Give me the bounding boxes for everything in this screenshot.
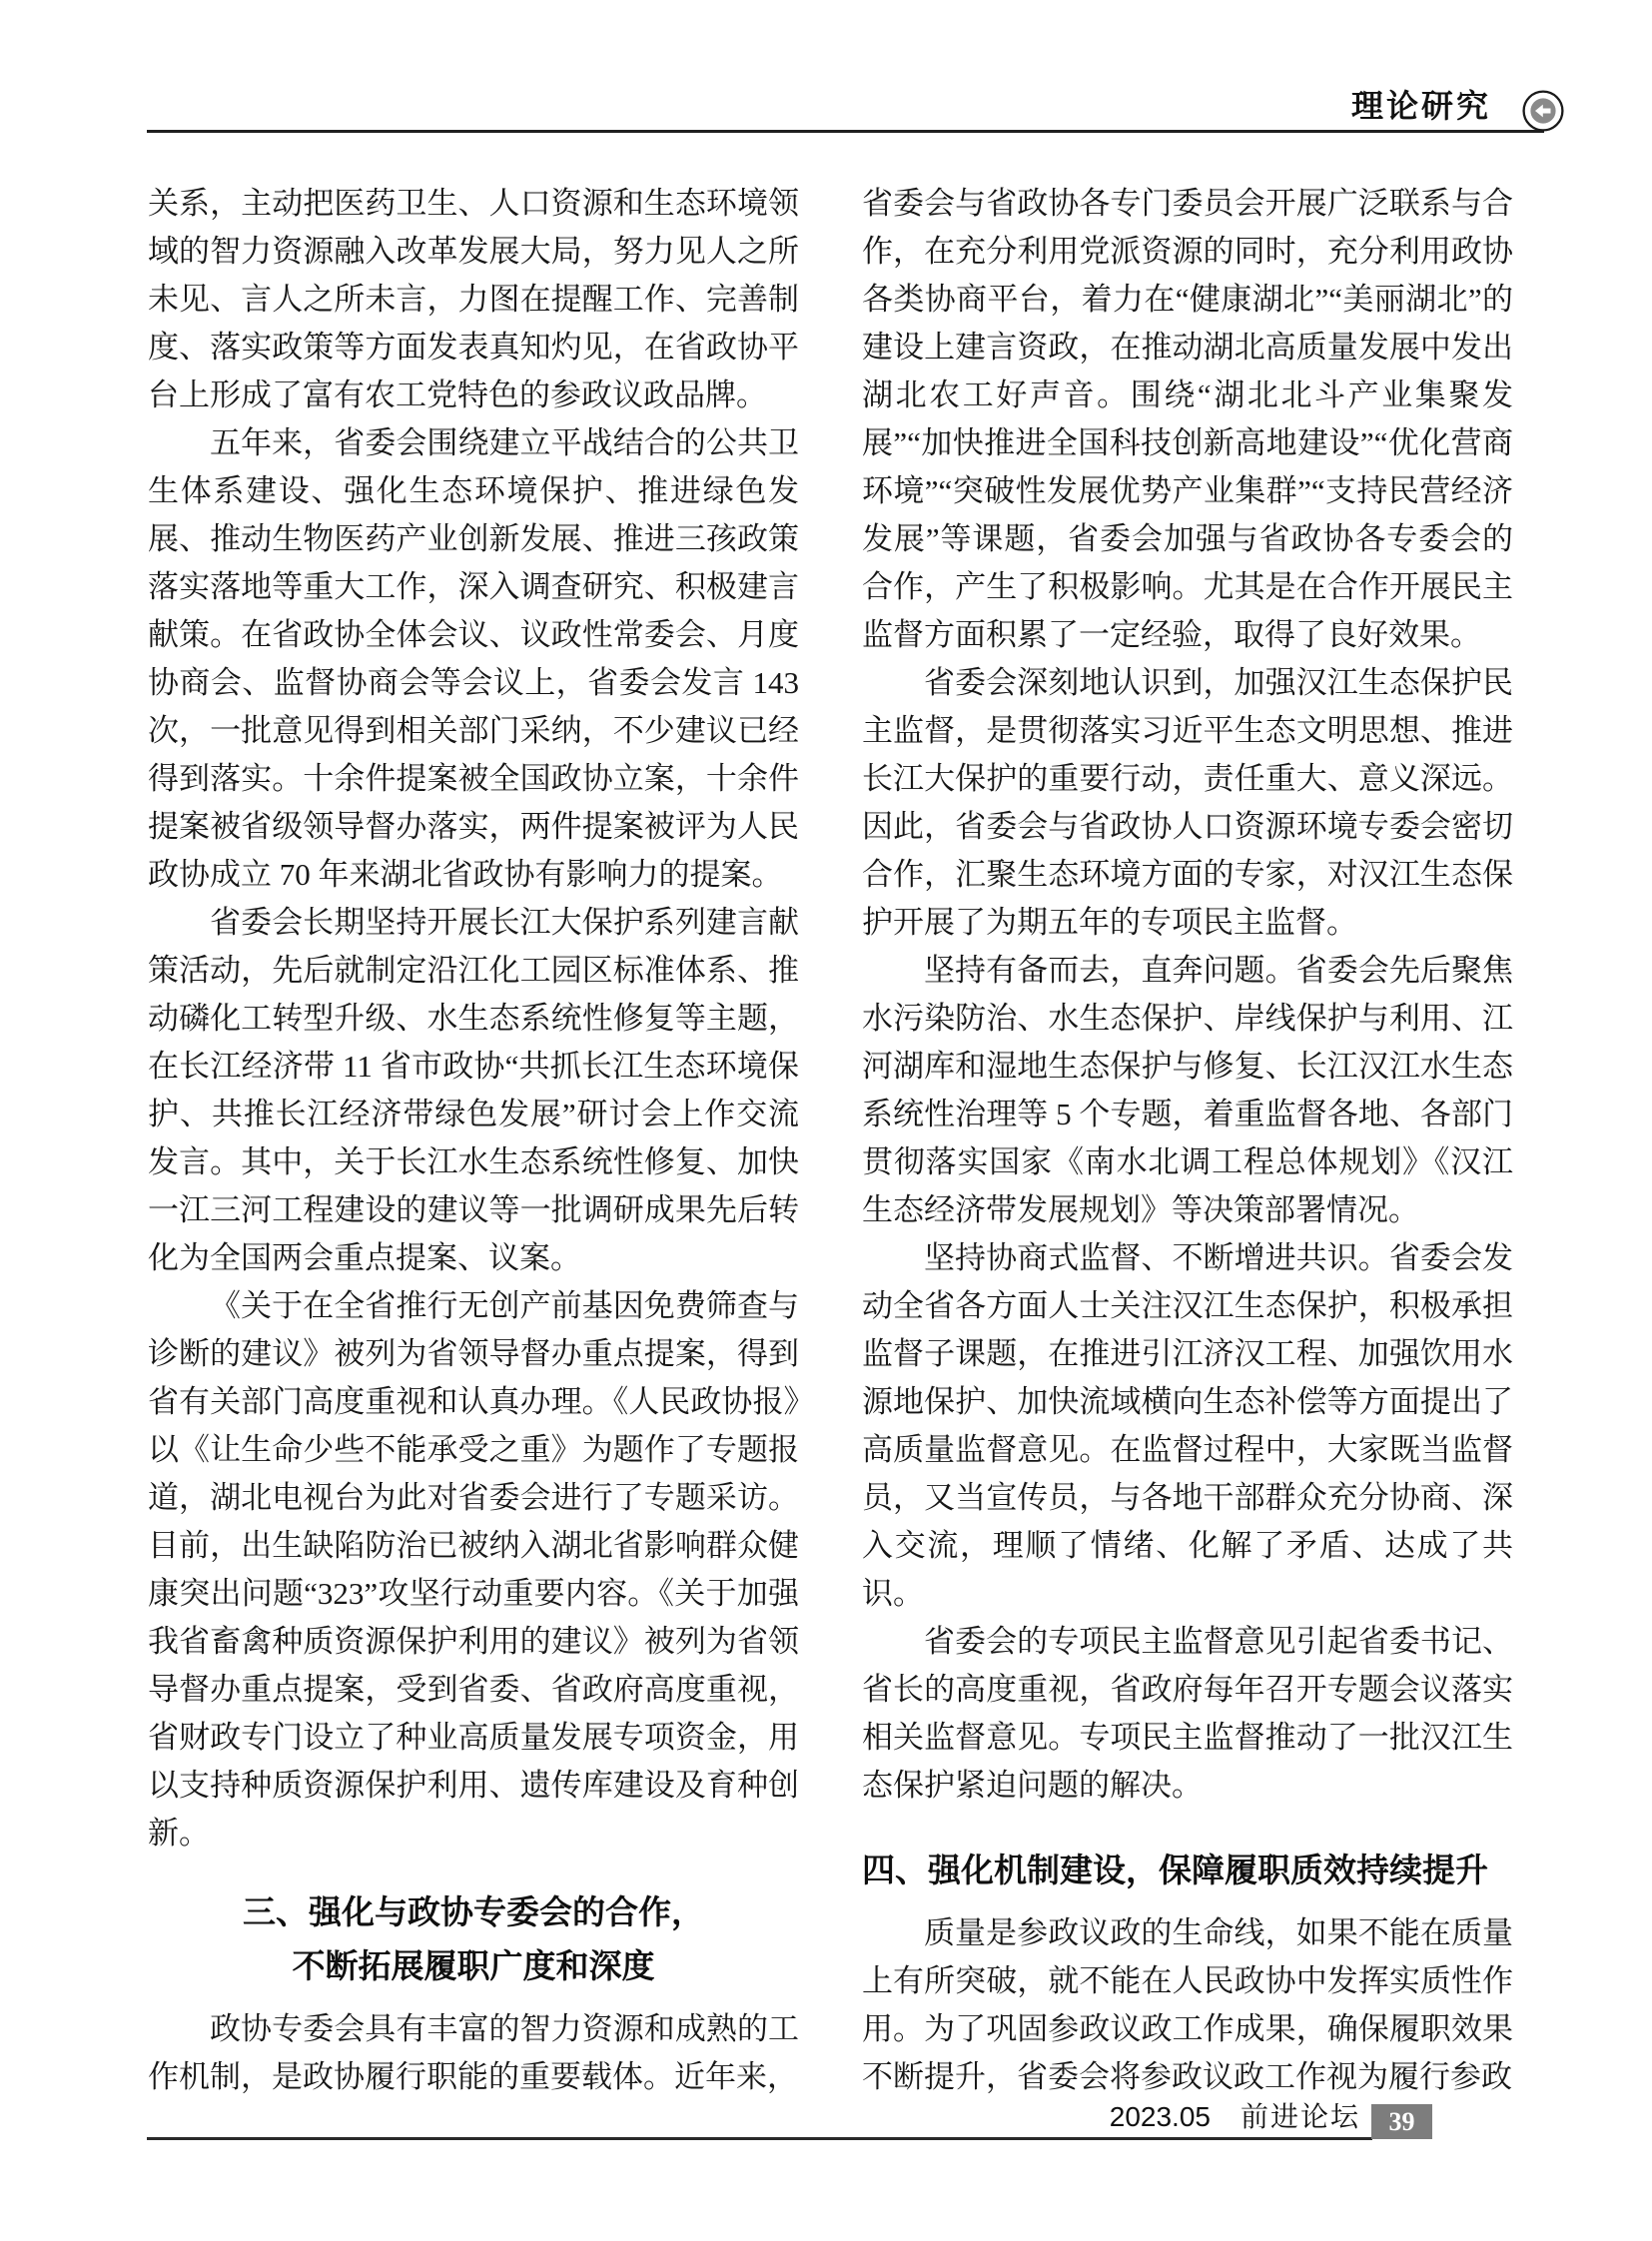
section-heading-3-line1: 三、强化与政协专委会的合作， [243,1893,704,1930]
body-paragraph: 省委会与省政协各专门委员会开展广泛联系与合作，在充分利用党派资源的同时，充分利用政协各类协商平台，着力在“健康湖北”“美丽湖北”的建设上建言资政，在推动湖北高质量发展中发出湖北农工好声音。围绕“湖北北斗产业集聚发展”“加快推进全国科技创新高地建设”“优化营商环境”“突破性发展优势产业集群”“支持民营经济发展”等课题，省委会加强与省政协各专委会的合作，产生了积极影响。尤其是在合作开展民主监督方面积累了一定经验，取得了良好效果。 [862,186,1513,652]
left-column [148,180,799,2101]
body-paragraph: 坚持有备而去，直奔问题。省委会先后聚焦水污染防治、水生态保护、岸线保护与利用、江河湖库和湿地生态保护与修复、长江汉江水生态系统性治理等 5 个专题，着重监督各地、各部门贯彻落实国家《南水北调工程总体规划》《汉江生态经济带发展规划》等决策部署情况。 [862,953,1513,1227]
body-paragraph: 五年来，省委会围绕建立平战结合的公共卫生体系建设、强化生态环境保护、推进绿色发展、推动生物医药产业创新发展、推进三孩政策落实落地等重大工作，深入调查研究、积极建言献策。在省政协全体会议、议政性常委会、月度协商会、监督协商会等会议上，省委会发言 143 次，一批意见得到相关部门采纳，不少建议已经得到落实。十余件提案被全国政协立案，十余件提案被省级领导督办落实，两件提案被评为人民政协成立 70 年来湖北省政协有影响力的提案。 [148,425,799,892]
section-heading-3-line2: 不断拓展履职广度和深度 [292,1947,655,1984]
section-label: 理论研究 [1350,88,1491,124]
section-heading-4: 四、强化机制建设，保障履职质效持续提升 [862,1852,1488,1888]
page-number: 39 [1388,2106,1415,2136]
footer-text [1110,2100,1360,2135]
body-paragraph: 省委会深刻地认识到，加强汉江生态保护民主监督，是贯彻落实习近平生态文明思想、推进长江大保护的重要行动，责任重大、意义深远。因此，省委会与省政协人口资源环境专委会密切合作，汇聚生态环境方面的专家，对汉江生态保护开展了为期五年的专项民主监督。 [862,665,1513,940]
body-paragraph: 关系，主动把医药卫生、人口资源和生态环境领域的智力资源融入改革发展大局，努力见人之所未见、言人之所未言，力图在提醒工作、完善制度、落实政策等方面发表真知灼见，在省政协平台上形成了富有农工党特色的参政议政品牌。 [148,186,799,412]
body-paragraph: 政协专委会具有丰富的智力资源和成熟的工作机制，是政协履行职能的重要载体。近年来， [148,2011,799,2094]
right-column [862,180,1513,2101]
body-paragraph: 省委会长期坚持开展长江大保护系列建言献策活动，先后就制定沿江化工园区标准体系、推动磷化工转型升级、水生态系统性修复等主题，在长江经济带 11 省市政协“共抓长江生态环境保护、共推长江经济带绿色发展”研讨会上作交流发言。其中，关于长江水生态系统性修复、加快一江三河工程建设的建议等一批调研成果先后转化为全国两会重点提案、议案。 [148,905,799,1275]
body-paragraph: 坚持协商式监督、不断增进共识。省委会发动全省各方面人士关注汉江生态保护，积极承担监督子课题，在推进引江济汉工程、加强饮用水源地保护、加快流域横向生态补偿等方面提出了高质量监督意见。在监督过程中，大家既当监督员，又当宣传员，与各地干部群众充分协商、深入交流，理顺了情绪、化解了矛盾、达成了共识。 [862,1240,1513,1611]
arrow-left-circle-icon [1521,90,1565,134]
footer-issue: 2023.05 [1109,2101,1211,2132]
body-paragraph: 《关于在全省推行无创产前基因免费筛查与诊断的建议》被列为省领导督办重点提案，得到省有关部门高度重视和认真办理。《人民政协报》以《让生命少些不能承受之重》为题作了专题报道，湖北电视台为此对省委会进行了专题采访。目前，出生缺陷防治已被纳入湖北省影响群众健康突出问题“323”攻坚行动重要内容。《关于加强我省畜禽种质资源保护利用的建议》被列为省领导督办重点提案，受到省委、省政府高度重视，省财政专门设立了种业高质量发展专项资金，用以支持种质资源保护利用、遗传库建设及育种创新。 [148,1288,799,1851]
page-number-badge [1371,2104,1432,2139]
body-paragraph: 质量是参政议政的生命线，如果不能在质量上有所突破，就不能在人民政协中发挥实质性作用。为了巩固参政议政工作成果，确保履职效果不断提升，省委会将参政议政工作视为履行参政 [862,1915,1513,2094]
section-heading-3 [148,1885,799,1993]
footer-journal-name: 前进论坛 [1239,2102,1360,2133]
body-paragraph: 省委会的专项民主监督意见引起省委书记、省长的高度重视，省政府每年召开专题会议落实相关监督意见。专项民主监督推动了一批汉江生态保护紧迫问题的解决。 [862,1624,1513,1803]
footer-rule [147,2137,1372,2140]
header-rule [147,130,1544,133]
